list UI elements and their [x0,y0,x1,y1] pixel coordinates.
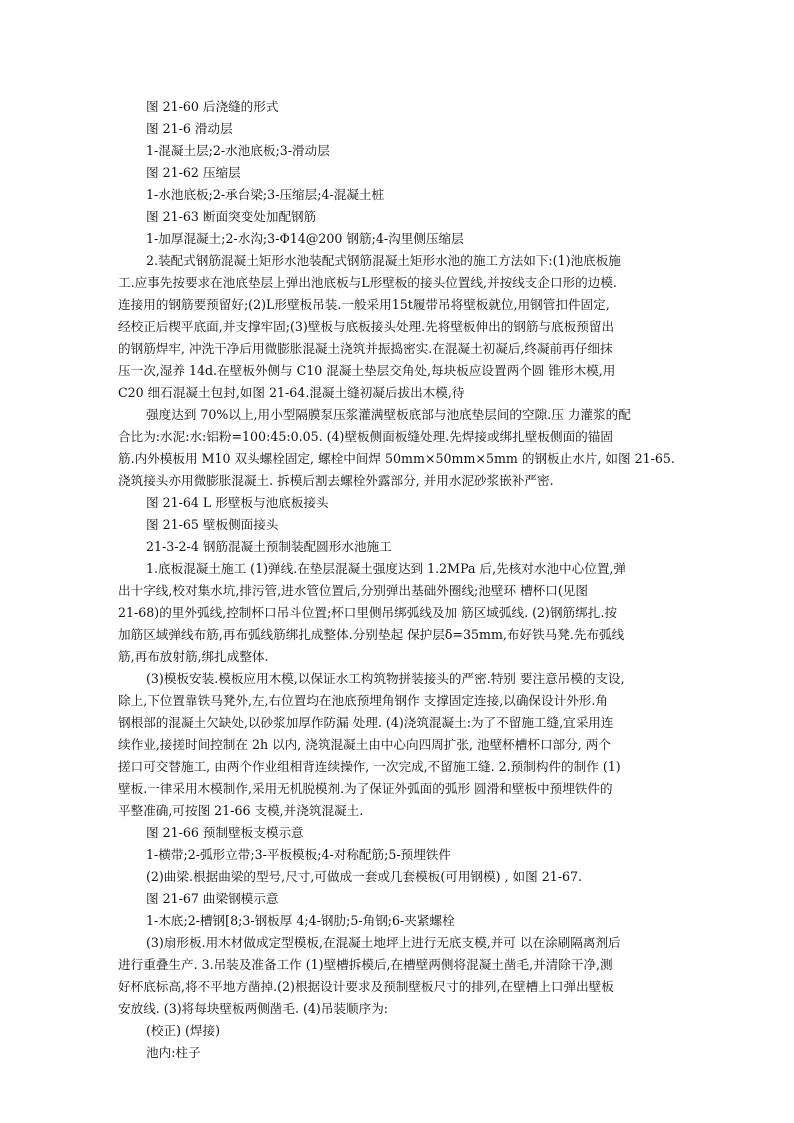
text-line: 浇筑接头亦用微膨胀混凝土. 拆模后割去螺栓外露部分, 并用水泥砂浆嵌补严密. [118,473,554,488]
text-line: 经校正后楔平底面,并支撑牢固;(3)壁板与底板接头处理.先将壁板伸出的钢筋与底板预留出 [118,319,615,334]
text-line: 池内:柱子 [146,1045,201,1060]
text-line: 钢根部的混凝土欠缺处,以砂浆加厚作防漏 处理. (4)浇筑混凝土:为了不留施工缝,宜采用连 [118,715,614,730]
text-line: 工.应事先按要求在池底垫层上弹出池底板与L形壁板的接头位置线,并按线支企口形的边模. [118,275,617,290]
text-line: 1.底板混凝土施工 (1)弹线.在垫层混凝土强度达到 1.2MPa 后,先核对水池中心位置,弹 [146,561,627,576]
text-line: 合比为:水泥:水:铝粉=100:45:0.05. (4)壁板侧面板缝处理.先焊接或绑扎壁板侧面的锚固 [118,429,613,444]
text-line: 1-木底;2-槽钢[8;3-钢板厚 4;4-钢肋;5-角钢;6-夹紧螺栓 [146,913,455,928]
text-line: 图 21-65 壁板侧面接头 [146,517,279,532]
text-line: 加筋区域弹线布筋,再布弧线筋绑扎成整体.分别垫起 保护层δ=35mm,布好铁马凳.先布弧线 [118,627,625,642]
text-line: 图 21-6 滑动层 [146,121,233,136]
text-line: (2)曲梁.根据曲梁的型号,尺寸,可做成一套或几套模板(可用钢模) , 如图 21-67. [146,869,583,884]
text-line: 续作业,接搓时间控制在 2h 以内, 浇筑混凝土由中心向四周扩张, 池壁杯槽杯口部分, 两个 [118,737,611,752]
text-line: 连接用的钢筋要预留好;(2)L形壁板吊装.一般采用15t履带吊将壁板就位,用钢管扣件固定, [118,297,610,312]
text-line: (3)模板安装.模板应用木模,以保证水工构筑物拼装接头的严密.特别 要注意吊模的支设, [146,671,625,686]
text-line: 筋.内外模板用 M10 双头螺栓固定, 螺栓中间焊 50mm×50mm×5mm 的钢板止水片, 如图 21-65. [118,451,675,466]
text-line: 安放线. (3)将每块壁板两侧凿毛. (4)吊装顺序为: [118,1001,389,1016]
text-line: 筋,再布放射筋,绑扎成整体. [118,649,269,664]
text-line: 1-加厚混凝土;2-水沟;3-Φ14@200 钢筋;4-沟里侧压缩层 [146,231,464,246]
text-line: 图 21-66 预制壁板支模示意 [146,825,304,840]
text-line: 2.装配式钢筋混凝土矩形水池装配式钢筋混凝土矩形水池的施工方法如下:(1)池底板施 [146,253,621,268]
text-line: 搓口可交替施工, 由两个作业组相背连续操作, 一次完成,不留施工缝. 2.预制构件的制作 (1) [118,759,621,774]
text-line: 图 21-67 曲梁钢模示意 [146,891,279,906]
document-body [118,96,684,1064]
text-line: 好杯底标高,将不平地方凿掉.(2)根据设计要求及预制壁板尺寸的排列,在壁槽上口弹出壁板 [118,979,614,994]
text-line: (校正) (焊接) [146,1023,221,1038]
text-line: 壁板.一律采用木模制作,采用无机脱模剂.为了保证外弧面的弧形 圆滑和壁板中预埋铁件的 [118,781,613,796]
text-line: 强度达到 70%以上,用小型隔膜泵压浆灌满壁板底部与池底垫层间的空隙.压 力灌浆的配 [146,407,631,422]
text-line: (3)扇形板.用木材做成定型模板,在混凝土地坪上进行无底支模,并可 以在涂刷隔离剂后 [146,935,621,950]
text-line: 图 21-64 L 形壁板与池底板接头 [146,495,329,510]
text-line: 21-3-2-4 钢筋混凝土预制装配圆形水池施工 [146,539,392,554]
text-line: C20 细石混凝土包封,如图 21-64.混凝土缝初凝后拔出木模,待 [118,385,465,400]
text-line: 1-横带;2-弧形立带;3-平板模板;4-对称配筋;5-预埋铁件 [146,847,451,862]
text-line: 进行重叠生产. 3.吊装及准备工作 (1)壁槽拆模后,在槽壁两侧将混凝土凿毛,并清除干净,测 [118,957,613,972]
text-line: 压一次,湿养 14d.在壁板外侧与 C10 混凝土垫层交角处,每块板应设置两个圆 锥形木模,用 [118,363,616,378]
text-line: 1-混凝土层;2-水池底板;3-滑动层 [146,143,330,158]
text-line: 除上,下位置靠铁马凳外,左,右位置均在池底预埋角钢作 支撑固定连接,以确保设计外形.角 [118,693,608,708]
text-line: 1-水池底板;2-承台梁;3-压缩层;4-混凝土桩 [146,187,385,202]
text-line: 21-68)的里外弧线,控制杯口吊斗位置;杯口里侧吊绑弧线及加 筋区域弧线. (2)钢筋绑扎.按 [118,605,617,620]
text-line: 图 21-60 后浇缝的形式 [146,99,279,114]
text-line: 的钢筋焊牢, 冲洗干净后用微膨胀混凝土浇筑并振捣密实.在混凝土初凝后,终凝前再仔细抹 [118,341,613,356]
text-line: 图 21-62 压缩层 [146,165,241,180]
text-line: 平整准确,可按图 21-66 支模,并浇筑混凝土. [118,803,364,818]
text-line: 出十字线,校对集水坑,排污管,进水管位置后,分别弹出基础外圈线;池壁环 槽杯口(见图 [118,583,588,598]
text-line: 图 21-63 断面突变处加配钢筋 [146,209,317,224]
